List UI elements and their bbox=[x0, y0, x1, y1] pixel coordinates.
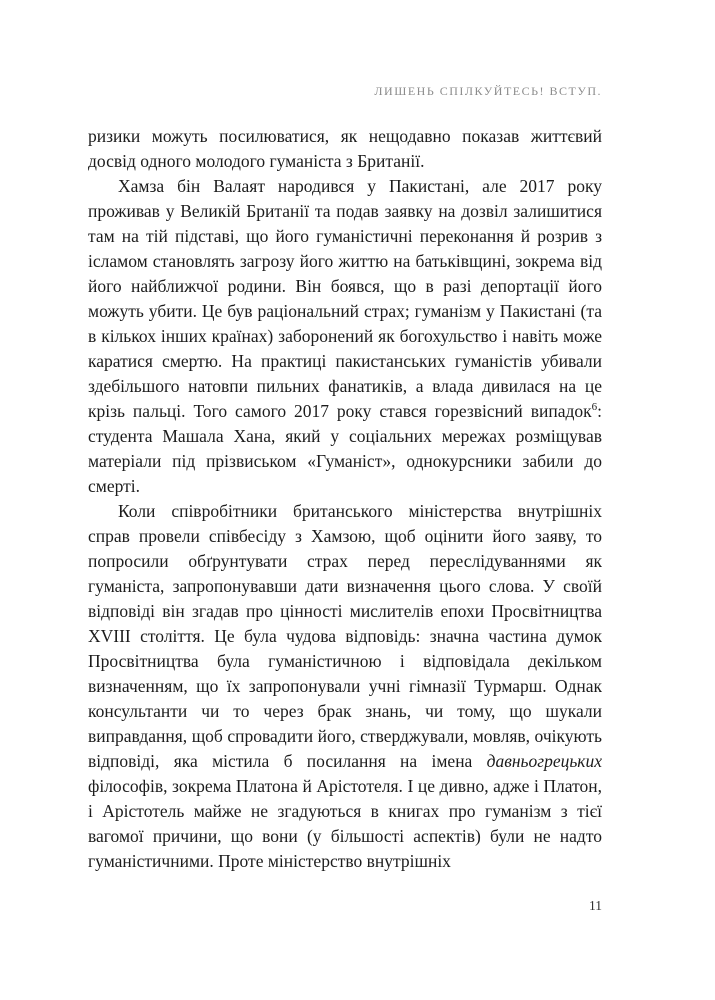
page-number: 11 bbox=[589, 898, 602, 913]
paragraph bbox=[88, 499, 602, 874]
text-run: Хамза бін Валаят народився у Пакистані, але 2017 року проживав у Великій Британії та подав заявку на дозвіл залишитися там на тій підставі, що його гуманістичні переконання й розрив з ісламом становлять загрозу його життю на батьківщині, зокрема від його найближчої родини. Він боявся, що в разі депортації його можуть убити. Це був раціональний страх; гуманізм у Пакистані (та в кількох інших країнах) заборонений як богохульство і навіть може каратися смертю. На практиці пакистанських гуманістів убивали здебільшого натовпи пильних фанатиків, а влада дивилася на це крізь пальці. Того самого 2017 року стався горезвісний випадок bbox=[88, 176, 602, 421]
paragraph bbox=[88, 124, 602, 174]
body-text bbox=[88, 124, 602, 874]
text-run: : студента Машала Хана, який у соціальних мережах розміщував матеріали під прізвиськом «Гуманіст», однокурсники забили до смерті. bbox=[88, 401, 602, 496]
text-run: ризики можуть посилюватися, як нещодавно показав життєвий досвід одного молодого гуманіста з Британії. bbox=[88, 126, 602, 171]
paragraph bbox=[88, 174, 602, 499]
footnote-reference: 6 bbox=[591, 401, 598, 414]
text-run: Коли співробітники британського міністерства внутрішніх справ провели співбесіду з Хамзою, щоб оцінити його заяву, то попросили обґрунтувати страх перед переслідуваннями як гуманіста, запропонувавши дати визначення цього слова. У своїй відповіді він згадав про цінності мислителів епохи Просвітництва XVIII століття. Це була чудова відповідь: значна частина думок Просвітництва була гуманістичною і відповідала декільком визначенням, що їх запропонували учні гімназії Турмарш. Однак консультанти чи то через брак знань, чи тому, що шукали виправдання, щоб спровадити його, стверджували, мовляв, очікують відповіді, яка містила б посилання на імена bbox=[88, 501, 602, 771]
running-header: ЛИШЕНЬ СПІЛКУЙТЕСЬ! ВСТУП. bbox=[374, 84, 602, 98]
emphasized-text: давньогрецьких bbox=[486, 751, 602, 771]
text-run: філософів, зокрема Платона й Арістотеля. І це дивно, адже і Платон, і Арістотель майже не згадуються в книгах про гуманізм з тієї вагомої причини, що вони (у більшості аспектів) були не надто гуманістичними. Проте міністерство внутрішніх bbox=[88, 776, 602, 871]
